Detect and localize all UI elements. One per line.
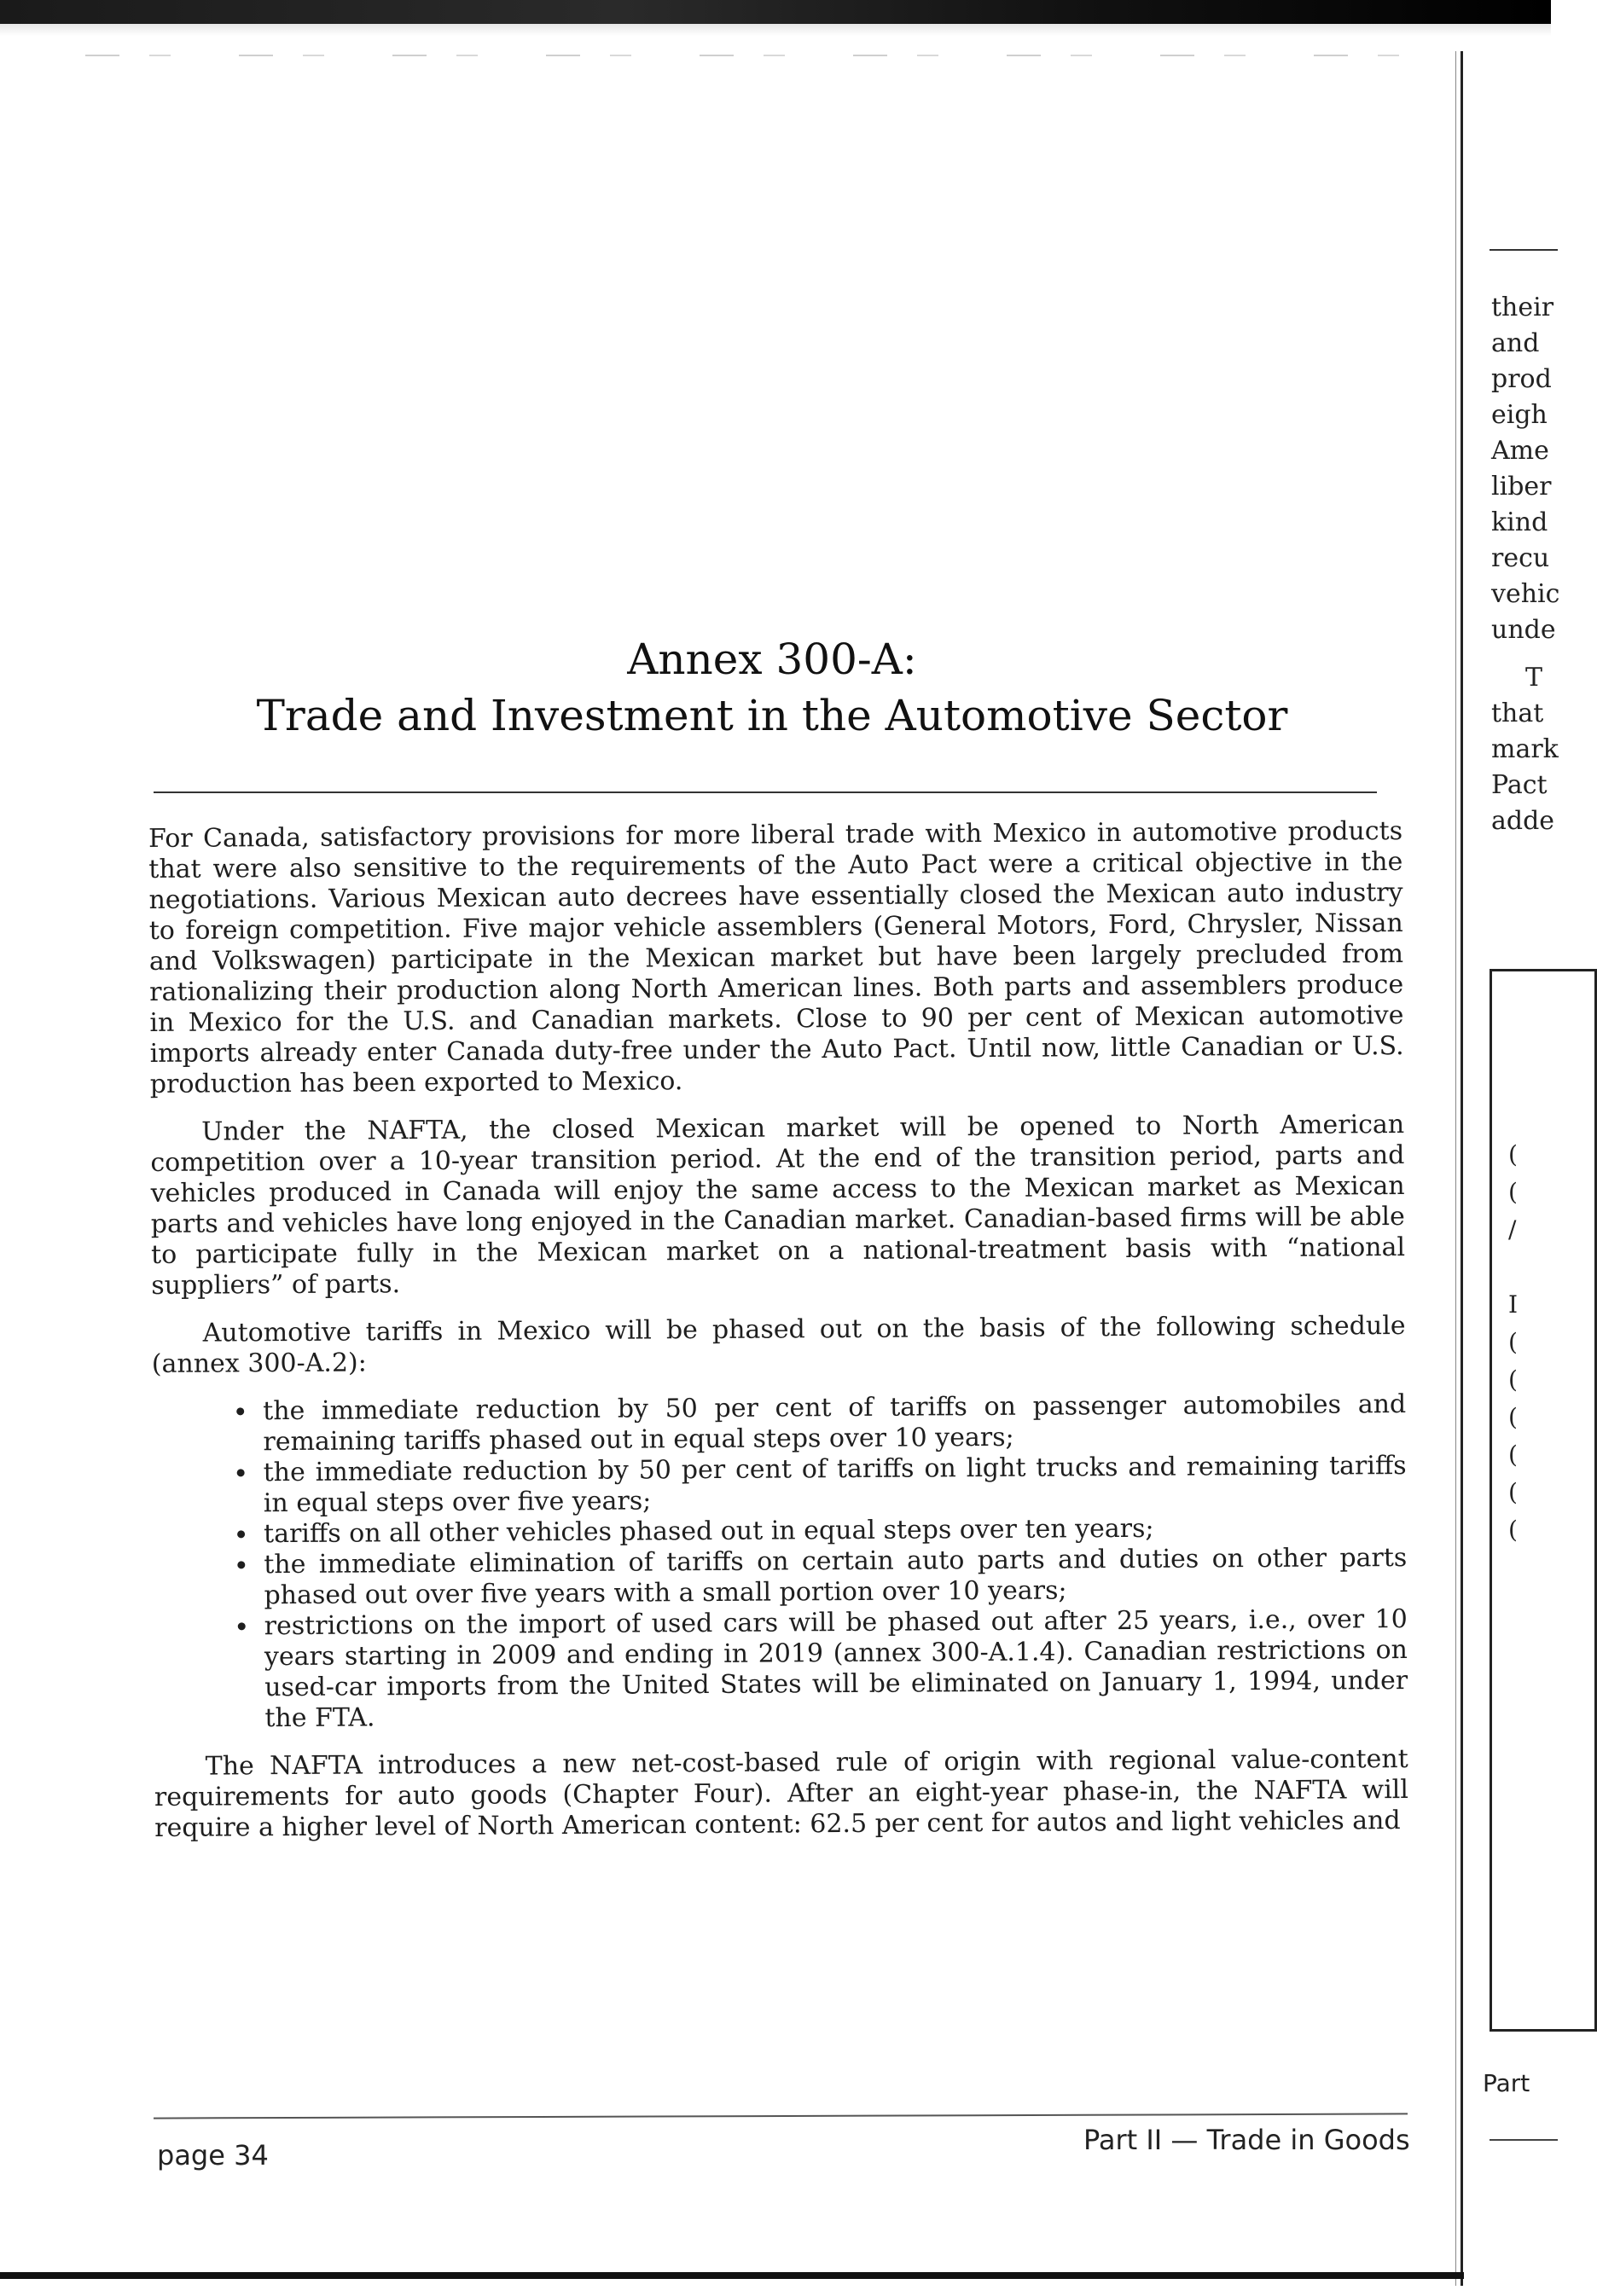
running-footer-section: Part II — Trade in Goods — [1083, 2124, 1410, 2156]
adjacent-line: kind — [1491, 507, 1548, 537]
adjacent-line: and — [1491, 328, 1540, 358]
adjacent-line: recu — [1491, 543, 1550, 573]
list-item: • the immediate reduction by 50 per cent of tariffs on passenger automobiles and remaining tariffs phased out in equal steps over 10 years; — [258, 1389, 1406, 1458]
adjacent-page-footer: Part — [1483, 2069, 1530, 2097]
tariff-schedule-list — [152, 1389, 1408, 1735]
paragraph-3: Automotive tariffs in Mexico will be phased out on the basis of the following schedule (annex 300-A.2): — [151, 1311, 1406, 1379]
paragraph-4: The NAFTA introduces a new net-cost-based rule of origin with regional value-content requirements for auto goods (Chapter Four). After an eight-year phase-in, the NAFTA will require a higher level of North American content: 62.5 per cent for autos and light vehicles and — [154, 1744, 1409, 1843]
scan-top-shadow — [0, 24, 1551, 36]
adjacent-page-bottom-rule — [1490, 2139, 1558, 2141]
footer-rule — [154, 2113, 1408, 2119]
list-item: • restrictions on the import of used cars will be phased out after 25 years, i.e., over 10 years starting in 2009 and ending in 2019 (annex 300-A.1.4). Canadian restrictions on used-car imports from the United States will be eliminated on January 1, 1994, under the FTA. — [259, 1604, 1408, 1734]
adjacent-line: prod — [1491, 364, 1552, 394]
adjacent-line: Pact — [1491, 770, 1548, 800]
annex-title-line-1: Annex 300-A: — [627, 635, 917, 684]
page-number: page 34 — [157, 2139, 269, 2171]
list-item: • the immediate reduction by 50 per cent of tariffs on light trucks and remaining tariffs in equal steps over five years; — [258, 1451, 1407, 1519]
adjacent-line: Ame — [1491, 436, 1549, 466]
adjacent-page-top-rule — [1490, 249, 1558, 251]
book-gutter-shadow — [1455, 51, 1456, 2286]
paragraph-2: Under the NAFTA, the closed Mexican market will be opened to North American competition over a 10-year transition period. At the end of the transition period, parts and vehicles produced in Canada will enjoy the same access to the Mexican market as Mexican parts and vehicles have long enjoyed in the Canadian market. Canadian-based firms will be able to participate fully in the Mexican market on a national-treatment basis with “national suppliers” of parts. — [150, 1110, 1406, 1301]
adjacent-page-sidebar-box — [1490, 969, 1597, 2032]
book-gutter-line — [1461, 51, 1463, 2286]
body-text — [148, 816, 1408, 1861]
adjacent-line: mark — [1491, 734, 1559, 764]
adjacent-line: adde — [1491, 806, 1555, 836]
annex-title-line-2: Trade and Investment in the Automotive Sector — [256, 691, 1288, 740]
adjacent-line: their — [1491, 293, 1554, 322]
adjacent-line: T — [1525, 663, 1543, 693]
scan-artifact-line — [85, 55, 1416, 56]
adjacent-line: that — [1491, 699, 1544, 728]
title-rule — [154, 791, 1377, 793]
scan-top-edge — [0, 0, 1551, 24]
scan-bottom-edge — [0, 2272, 1464, 2279]
annex-title — [145, 631, 1399, 744]
adjacent-box-text-fragments: ( ( / I ( ( ( ( ( ( — [1508, 1140, 1519, 1544]
list-item: • tariffs on all other vehicles phased out in equal steps over ten years; — [258, 1512, 1407, 1550]
paragraph-1: For Canada, satisfactory provisions for more liberal trade with Mexico in automotive products that were also sensitive to the requirements of the Auto Pact were a critical objective in the negotiations. Various Mexican auto decrees have essentially closed the Mexican auto industry to foreign competition. Five major vehicle assemblers (General Motors, Ford, Chrysler, Nissan and Volkswagen) participate in the Mexican market but have been largely precluded from rationalizing their production along North American lines. Both parts and assemblers produce in Mexico for the U.S. and Canadian markets. Close to 90 per cent of Mexican automotive imports already enter Canada duty-free under the Auto Pact. Until now, little Canadian or U.S. production has been exported to Mexico. — [148, 816, 1404, 1099]
list-item: • the immediate elimination of tariffs on certain auto parts and duties on other parts phased out over five years with a small portion over 10 years; — [258, 1543, 1407, 1611]
adjacent-line: unde — [1491, 615, 1556, 645]
adjacent-line: vehic — [1491, 579, 1560, 609]
adjacent-line: liber — [1491, 472, 1552, 502]
adjacent-page-text — [1491, 290, 1594, 839]
adjacent-line: eigh — [1491, 400, 1548, 430]
adjacent-page-fragment — [1464, 0, 1560, 2296]
